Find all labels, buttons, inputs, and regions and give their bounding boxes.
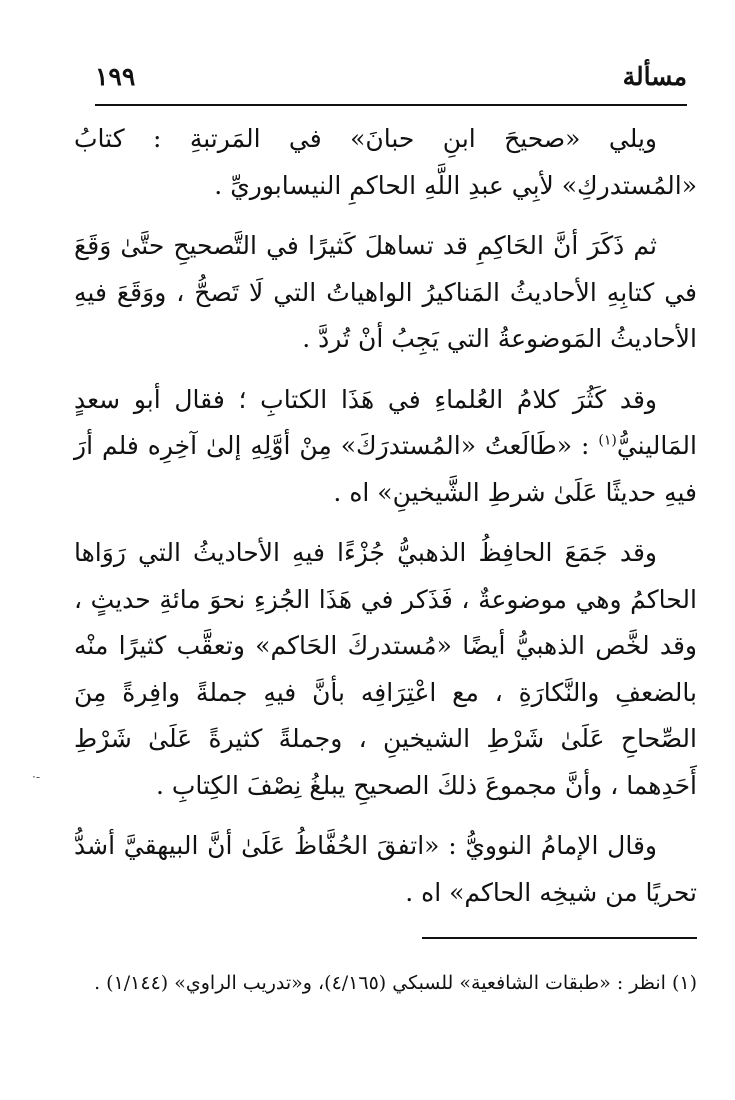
- paragraph-3-text-after-ref: : «طَالَعتُ «المُستدرَكَ» مِنْ أوَّلِهِ إلىٰ آخِرِه فلم أرَ فيهِ حديثًا عَلَىٰ شرطِ الشَّيخينِ» اه .: [74, 431, 697, 507]
- paragraph-4: وقد جَمَعَ الحافِظُ الذهبيُّ جُزْءًا فيهِ الأحاديثُ التي رَوَاها الحاكمُ وهي موضوعةٌ ، فَذَكر في هَذَا الجُزءِ نحوَ مائةِ حديثٍ ، وقد لخَّص الذهبيُّ أيضًا «مُستدركَ الحَاكم» وتعقَّب كثيرًا منْه بالضعفِ والنَّكارَةِ ، مع اعْتِرَافِه بأنَّ فيهِ جملةً وافِرةً مِنَ الصِّحاحِ عَلَىٰ شَرْطِ الشيخينِ ، وجملةً كثيرةً عَلَىٰ شَرْطِ أَحَدِهما ، وأنَّ مجموعَ ذلكَ الصحيحِ يبلغُ نِصْفَ الكِتابِ .: [74, 538, 697, 800]
- page-number: ١٩٩: [95, 62, 136, 91]
- paragraph-3-text-before-ref: وقد كَثُرَ كلامُ العُلماءِ في هَذَا الكتابِ ؛ فقال أبو سعدٍ المَالينيُّ: [74, 384, 697, 460]
- paragraph-3: [74, 377, 697, 517]
- page-header: [95, 62, 687, 102]
- paragraph-5: وقال الإمامُ النوويُّ : «اتفقَ الحُفَّاظُ عَلَىٰ أنَّ البيهقيَّ أشدُّ تحريًا من شيخِه الحاكم» اه .: [74, 831, 697, 907]
- body-text: [74, 116, 697, 916]
- paragraph-2: ثم ذَكَرَ أنَّ الحَاكِمِ قد تساهلَ كَثيرًا في التَّصحيحِ حتَّىٰ وَقَعَ في كتابِهِ الأحاديثُ المَناكيرُ الواهياتُ التي لَا تَصحُّ ، ووَقَعَ فيهِ الأحاديثُ المَوضوعةُ التي يَجِبُ أنْ تُردَّ .: [74, 231, 697, 353]
- running-title: مسألة: [622, 62, 687, 91]
- paragraph-1: ويلي «صحيحَ ابنِ حبانَ» في المَرتبةِ : كتابُ «المُستدركِ» لأبِي عبدِ اللَّهِ الحاكمِ النيسابوريِّ .: [74, 124, 697, 200]
- footnote-1: (١) انظر : «طبقات الشافعية» للسبكي (٤/١٦٥)، و«تدريب الراوي» (١/١٤٤) .: [94, 972, 697, 994]
- header-rule: [95, 104, 687, 106]
- footnote-reference[interactable]: (١): [598, 432, 617, 449]
- margin-mark: -·: [32, 770, 41, 784]
- footnote-rule: [422, 937, 697, 939]
